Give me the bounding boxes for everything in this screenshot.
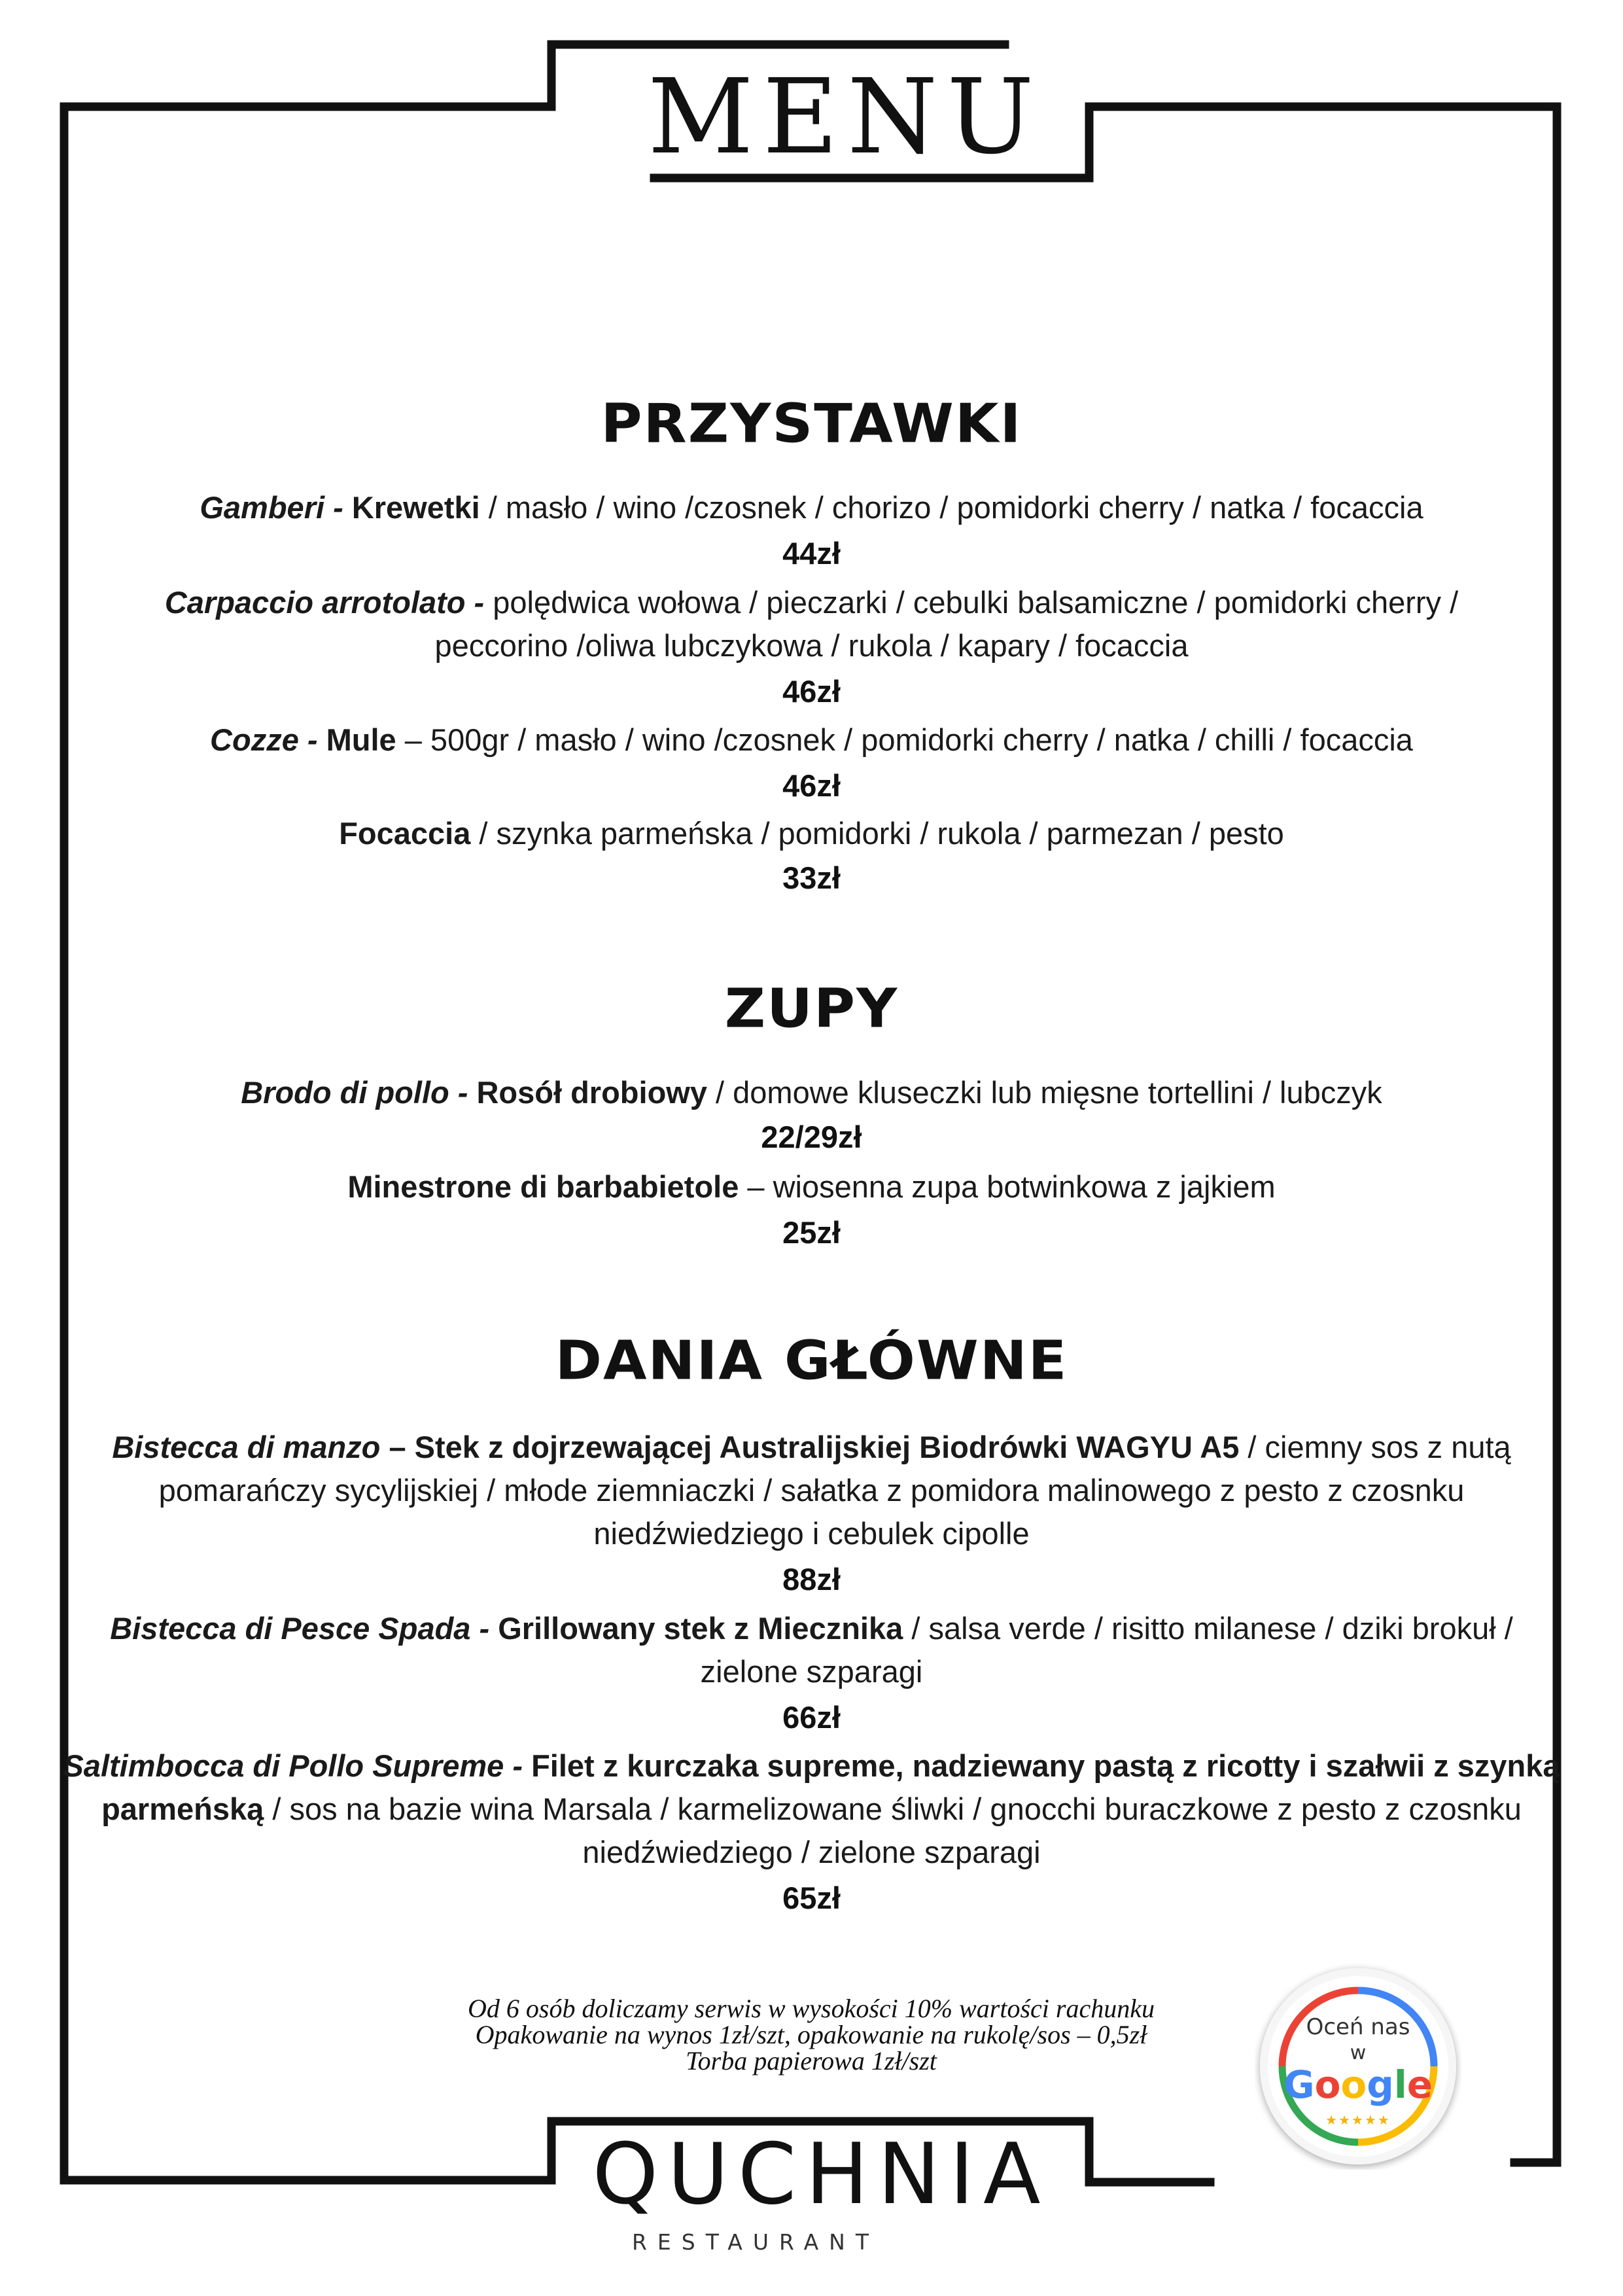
section-title-mains: DANIA GŁÓWNE [555,1330,1068,1392]
google-wordmark [1283,2062,1433,2107]
item-italian-name: Gamberi - [200,490,352,525]
item-italian-name: Cozze - [210,722,326,757]
section-title-starters: PRZYSTAWKI [601,393,1022,455]
note-packaging: Opakowanie na wynos 1zł/szt, opakowanie na rukolę/sos – 0,5zł [475,2020,1147,2049]
note-service-charge: Od 6 osób doliczamy serwis w wysokości 10% wartości rachunku [468,1994,1155,2023]
item-polish-name: Mule [326,722,396,757]
item-description: / sos na bazie wina Marsala / karmelizowane śliwki / gnocchi buraczkowe z pesto z czosnku [264,1792,1522,1826]
item-price: 88zł [782,1562,841,1597]
menu-item-focaccia [0,818,1623,849]
menu-item-saltimbocca [0,1750,1623,1781]
item-price: 66zł [782,1700,841,1735]
item-description-continued: zielone szparagi [700,1654,923,1689]
restaurant-logo: QUCHNIA [592,2126,1050,2223]
item-description: / ciemny sos z nutą [1239,1430,1511,1464]
item-polish-name: – Stek z dojrzewającej Australijskiej Biodrówki WAGYU A5 [380,1430,1240,1464]
item-polish-name: Grillowany stek z Miecznika [498,1611,903,1646]
item-price: 22/29zł [761,1120,862,1154]
rating-stars-icon: ★★★★★ [1325,2113,1391,2128]
item-price: 44zł [782,536,841,571]
item-polish-name: Krewetki [351,490,480,525]
item-italian-name: Brodo di pollo - [241,1075,477,1110]
item-polish-name: parmeńską [101,1792,264,1826]
menu-item-brodo [0,1077,1623,1108]
section-title-soups: ZUPY [724,978,899,1040]
item-description: – 500gr / masło / wino /czosnek / pomidorki cherry / natka / chilli / focaccia [396,722,1413,757]
item-description: polędwica wołowa / pieczarki / cebulki balsamiczne / pomidorki cherry / [493,585,1459,620]
badge-label-w: w [1350,2041,1367,2064]
menu-item-cozze [0,724,1623,755]
item-description: / salsa verde / risitto milanese / dziki brokuł / [903,1611,1513,1646]
google-letter: g [1367,2062,1394,2107]
item-polish-name: Focaccia [339,816,471,851]
google-letter: G [1283,2062,1315,2107]
item-price: 25zł [782,1215,841,1250]
item-price: 33zł [782,860,841,895]
item-description: / masło / wino /czosnek / chorizo / pomidorki cherry / natka / focaccia [480,490,1423,525]
item-description: / domowe kluseczki lub mięsne tortellini / lubczyk [707,1075,1382,1110]
item-description-continued: peccorino /oliwa lubczykowa / rukola / kapary / focaccia [434,628,1189,663]
item-description-continued: niedźwiedziego / zielone szparagi [582,1835,1041,1869]
menu-title: MENU [648,57,1043,177]
menu-item-bistecca-manzo [0,1432,1623,1462]
menu-item-carpaccio [0,587,1623,618]
google-letter: o [1314,2062,1341,2107]
item-italian-name: Bistecca di Pesce Spada - [110,1611,498,1646]
item-price: 46zł [782,674,841,709]
item-description-continued: niedźwiedziego i cebulek cipolle [593,1516,1030,1551]
item-polish-name: Rosół drobiowy [476,1075,707,1110]
item-description-continued: pomarańczy sycylijskiej / młode ziemniaczki / sałatka z pomidora malinowego z pesto z czosnku [158,1473,1465,1508]
menu-item-minestrone [0,1171,1623,1202]
item-italian-name: Bistecca di manzo [112,1430,381,1464]
google-letter: l [1393,2062,1407,2107]
menu-item-gamberi [0,492,1623,523]
item-description: – wiosenna zupa botwinkowa z jajkiem [739,1169,1276,1204]
item-italian-name: Saltimbocca di Pollo Supreme - [63,1748,532,1783]
menu-item-pesce-spada [0,1613,1623,1644]
google-letter: e [1406,2062,1433,2107]
item-italian-name: Carpaccio arrotolato - [164,585,493,620]
restaurant-logo-subtitle: RESTAURANT [631,2229,880,2255]
item-polish-name: Minestrone di barbabietole [347,1169,739,1204]
item-price: 46zł [782,768,841,803]
note-paper-bag: Torba papierowa 1zł/szt [686,2046,937,2075]
item-polish-name: Filet z kurczaka supreme, nadziewany pastą z ricotty i szałwii z szynką [531,1748,1560,1783]
badge-label: Oceń nas [1306,2014,1410,2040]
item-price: 65zł [782,1881,841,1915]
google-logo-text [1255,2062,1461,2107]
item-description-continued [0,1793,1623,1824]
google-letter: o [1340,2062,1367,2107]
item-description: / szynka parmeńska / pomidorki / rukola / parmezan / pesto [470,816,1284,851]
